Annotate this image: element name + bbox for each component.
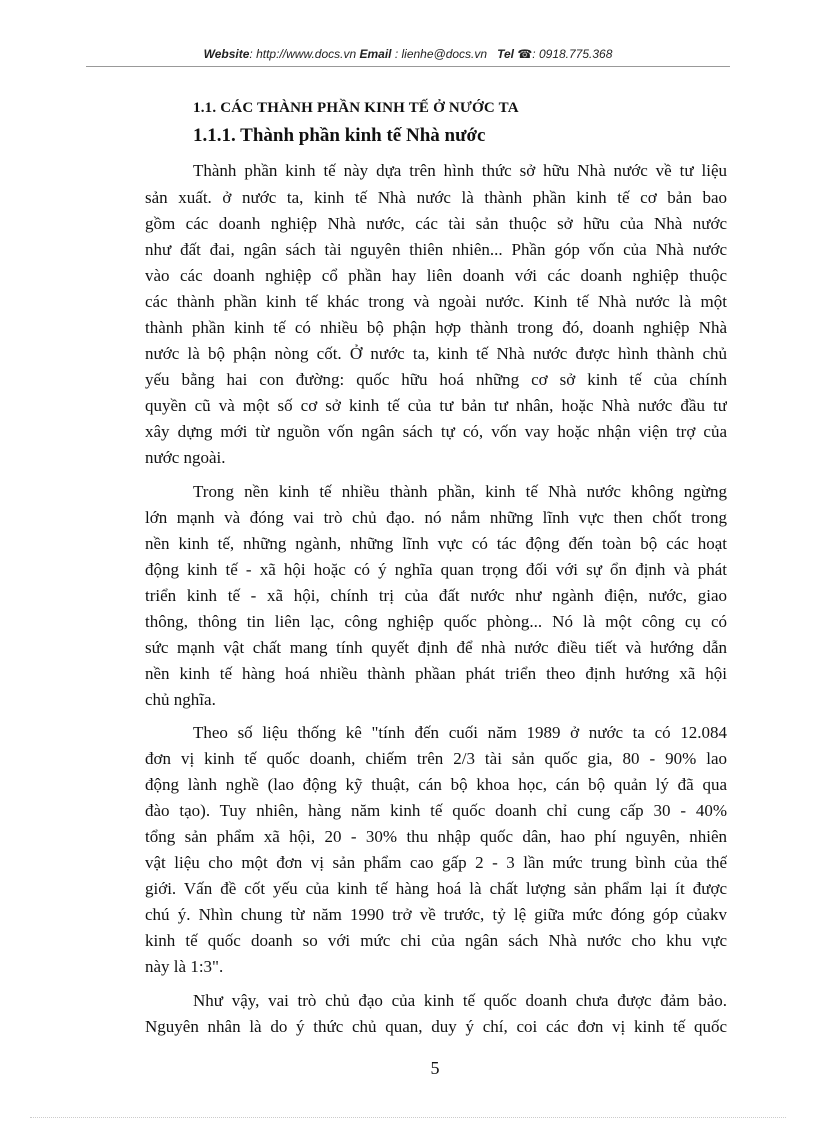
paragraph4-line: Nguyên nhân là do ý thức chủ quan, duy ý chí, coi các đơn vị kinh tế quốc [145,1017,727,1036]
page-header [86,47,730,61]
email-label: Email [359,47,392,61]
paragraph3-line: động lành nghề (lao động kỹ thuật, cán bộ khoa học, cán bộ quản lý đã qua [145,775,727,794]
paragraph3-line: chú ý. Nhìn chung từ năm 1990 trở về trước, tỷ lệ giữa mức đóng góp củakv [145,905,727,924]
page-bottom-border [30,1117,786,1118]
paragraph3-line: Theo số liệu thống kê "tính đến cuối năm 1989 ở nước ta có 12.084 [193,723,727,742]
paragraph3-line: đơn vị kinh tế quốc doanh, chiếm trên 2/3 tài sản quốc gia, 80 - 90% lao [145,749,727,768]
paragraph3-line: này là 1:3". [145,957,224,976]
paragraph2-line: nền kinh tế, những ngành, những lĩnh vực có tác động đến toàn bộ các hoạt [145,534,727,553]
website-url: : http://www.docs.vn [249,47,357,61]
paragraph1-line: xây dựng mới từ nguồn vốn ngân sách tự có, vốn vay hoặc nhận viện trợ của [145,422,727,441]
paragraph3-line: đào tạo). Tuy nhiên, hàng năm kinh tế quốc doanh chỉ cung cấp 30 - 40% [145,801,727,820]
section-heading: 1.1. CÁC THÀNH PHẦN KINH TẾ Ở NƯỚC TA [193,100,519,116]
header-divider [86,66,730,67]
page-number: 5 [430,1058,440,1078]
paragraph1-line: như đất đai, ngân sách tài nguyên thiên nhiên... Phần góp vốn của Nhà nước [145,240,727,259]
website-label: Website [203,47,250,61]
paragraph2-line: chủ nghĩa. [145,690,216,709]
paragraph1-line: vào các doanh nghiệp cổ phần hay liên doanh với các doanh nghiệp thuộc [145,266,727,285]
subsection-heading: 1.1.1. Thành phần kinh tế Nhà nước [193,125,486,146]
paragraph1-line: yếu bằng hai con đường: quốc hữu hoá những cơ sở kinh tế của chính [145,370,727,389]
tel-label: Tel [497,47,514,61]
paragraph3-line: giới. Vấn đề cốt yếu của kinh tế hàng hoá là chất lượng sản phẩm lại ít được [145,879,727,898]
paragraph3-line: tổng sản phẩm xã hội, 20 - 30% thu nhập quốc dân, hao phí nguyên, nhiên [145,827,727,846]
paragraph1-line: nước ngoài. [145,448,226,467]
paragraph2-line: sức mạnh vật chất mang tính quyết định để nhà nước điều tiết và hướng dẫn [145,638,727,657]
tel-number: : 0918.775.368 [532,47,613,61]
paragraph1-line: sản xuất. ở nước ta, kinh tế Nhà nước là thành phần kinh tế cơ bản bao [145,188,727,207]
paragraph2-line: Trong nền kinh tế nhiều thành phần, kinh tế Nhà nước không ngừng [193,482,727,501]
paragraph1-line: Thành phần kinh tế này dựa trên hình thức sở hữu Nhà nước về tư liệu [193,161,727,180]
paragraph3-line: vật liệu cho một đơn vị sản phẩm cao gấp 2 - 3 lần mức trung bình của thế [145,853,727,872]
paragraph1-line: thành phần kinh tế có nhiều bộ phận hợp thành trong đó, doanh nghiệp Nhà [145,318,727,337]
paragraph2-line: triển kinh tế - xã hội, chính trị của đất nước như ngành điện, nước, giao [145,586,727,605]
paragraph2-line: động kinh tế - xã hội hoặc có ý nghĩa quan trọng đối với sự ổn định và phát [145,560,727,579]
paragraph2-line: thông, thông tin liên lạc, công nghiệp quốc phòng... Nó là một công cụ có [145,612,727,631]
phone-icon: ☎ [517,47,533,61]
paragraph4-line: Như vậy, vai trò chủ đạo của kinh tế quốc doanh chưa được đảm bảo. [193,991,727,1010]
paragraph3-line: kinh tế quốc doanh so với mức chi của ngân sách Nhà nước cho khu vực [145,931,727,950]
paragraph1-line: gồm các doanh nghiệp Nhà nước, các tài sản thuộc sở hữu của Nhà nước [145,214,727,233]
paragraph2-line: lớn mạnh và đóng vai trò chủ đạo. nó nắm những lĩnh vực then chốt trong [145,508,727,527]
paragraph1-line: quyền cũ và một số cơ sở kinh tế của tư bản tư nhân, hoặc Nhà nước đầu tư [145,396,727,415]
email-address: : lienhe@docs.vn [391,47,488,61]
paragraph1-line: các thành phần kinh tế khác trong và ngoài nước. Kinh tế Nhà nước là một [145,292,727,311]
paragraph2-line: nền kinh tế hàng hoá nhiều thành phầan phát triển theo định hướng xã hội [145,664,727,683]
paragraph1-line: nước là bộ phận nòng cốt. Ở nước ta, kinh tế Nhà nước được hình thành chủ [145,344,727,363]
